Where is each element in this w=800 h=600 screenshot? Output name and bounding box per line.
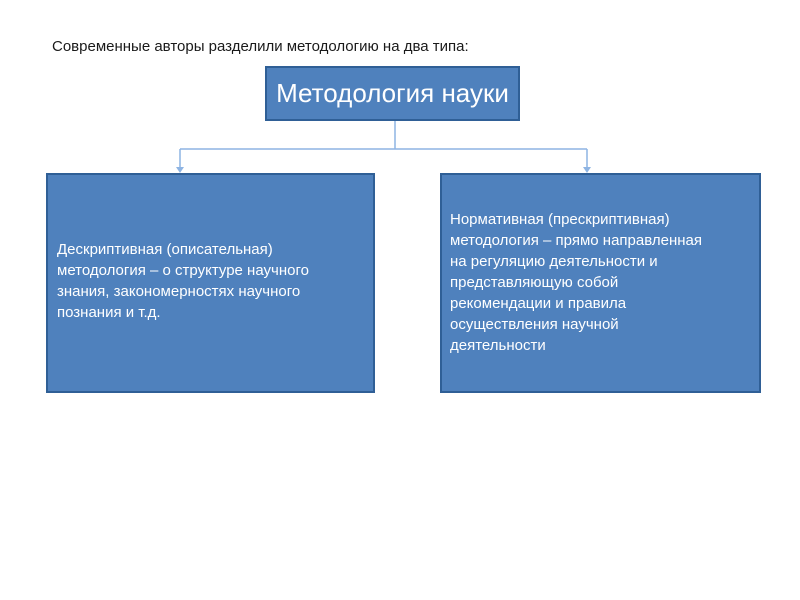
normative-text-line: на регуляцию деятельности и bbox=[450, 253, 658, 270]
normative-text-line: осуществления научной bbox=[450, 316, 619, 333]
normative-text-line: рекомендации и правила bbox=[450, 295, 627, 312]
child-node-normative bbox=[440, 173, 761, 393]
normative-text-line: Нормативная (прескриптивная) bbox=[450, 211, 670, 228]
child-node-descriptive bbox=[46, 173, 375, 393]
descriptive-text-line: методология – о структуре научного bbox=[57, 262, 309, 279]
descriptive-text-line: Дескриптивная (описательная) bbox=[57, 241, 273, 258]
descriptive-text-line: познания и т.д. bbox=[57, 304, 161, 321]
normative-text-line: деятельности bbox=[450, 337, 546, 354]
descriptive-text-line: знания, закономерностях научного bbox=[57, 283, 301, 300]
root-node-methodology-of-science bbox=[265, 66, 520, 121]
normative-text-line: представляющую собой bbox=[450, 274, 619, 291]
root-node-label: Методология науки bbox=[276, 78, 509, 108]
normative-text-line: методология – прямо направленная bbox=[450, 232, 702, 249]
intro-text: Современные авторы разделили методологию на два типа: bbox=[52, 38, 469, 55]
